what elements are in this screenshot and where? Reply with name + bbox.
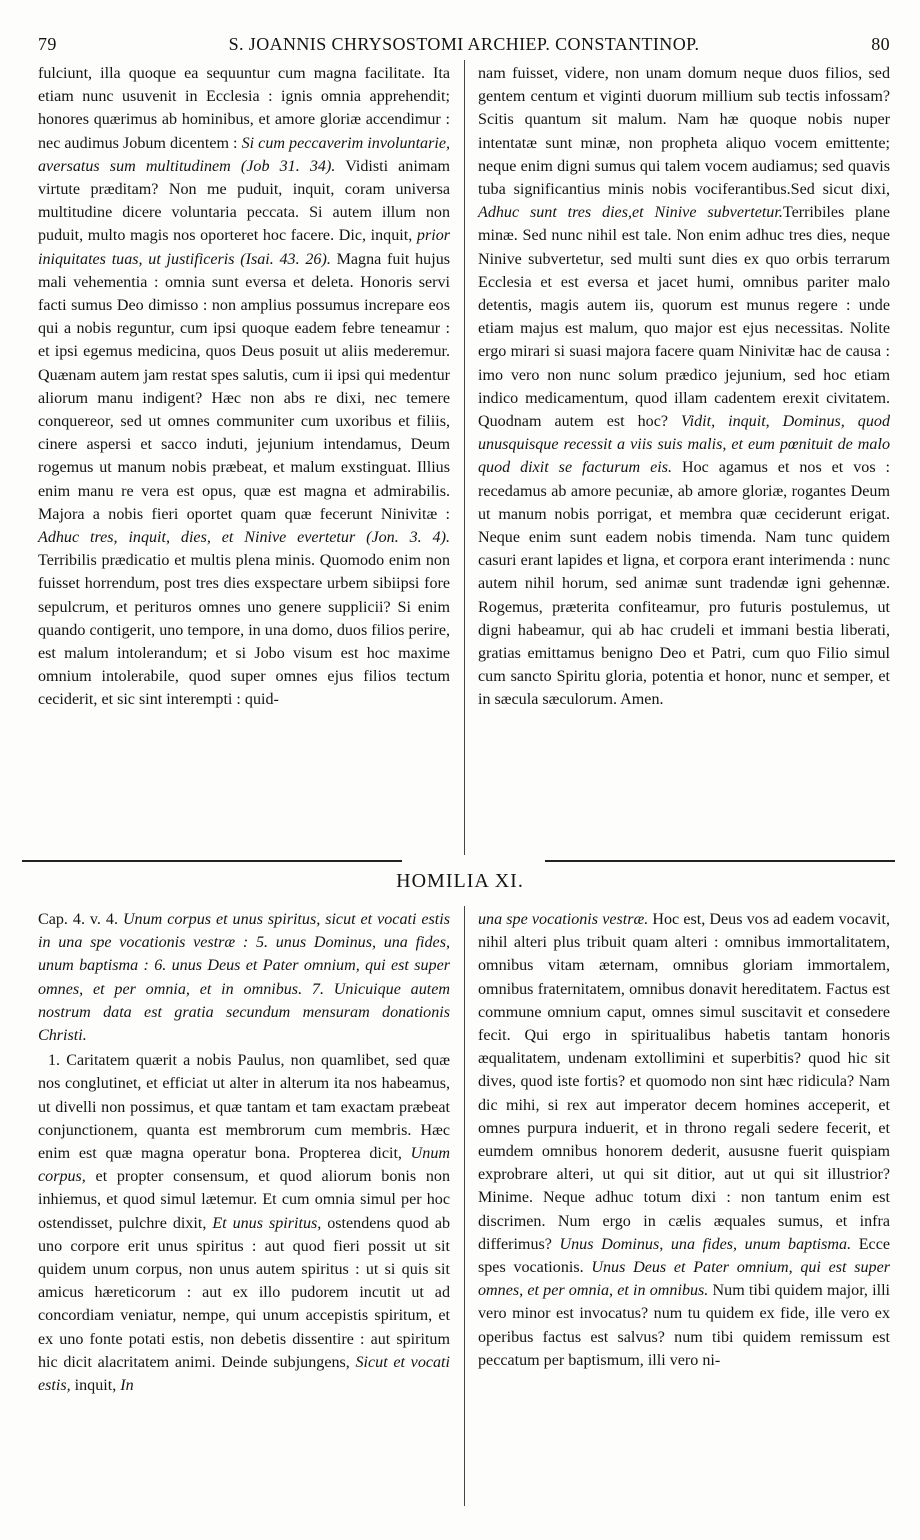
column-divider-bottom	[464, 906, 465, 1506]
paragraph	[478, 908, 890, 1372]
text-run: Terribilis prædicatio et multis plena minis. Quomodo enim non fuisset horrendum, post tres dies exspectare urbem sibiipsi fore sepulcrum, et perituros omnes uno genere supplicii? Si enim quando contigerit, uno tempore, in una domo, duos filios perire, est malum intolerandum; et si Jobo visum est hoc maxime omnium intolerabile, quod super omnes ejus filios tectum ceciderit, et sic sint interempti : quid-	[38, 552, 450, 709]
section-rule-left	[22, 860, 402, 862]
text-run: Terribiles plane minæ. Sed nunc nihil est tale. Non enim adhuc tres dies, neque Ninive subvertetur, sed multi sunt dies ex quo orbis terrarum Ecclesia et est eversa et jacet humi, omnibus pariter malo detentis, magis autem iis, quorum est munus regere : unde etiam majus est malum, quo major est ejus necessitas. Nolite ergo mirari si suasi majora facere quam Ninivitæ hac de causa : imo vero non nunc solum prædico jejunium, sed hoc etiam indico medicamentum, quod illam cadentem erexit civitatem. Quodnam autem est hoc?	[478, 204, 890, 431]
paragraph	[38, 62, 450, 712]
page-number-right: 80	[871, 34, 890, 54]
text-run: fulciunt, illa quoque ea sequuntur cum magna facilitate. Ita etiam nunc usuvenit in Ecclesia : ignis omnia apprehendit; honores quærimus ab hominibus, et amore gloriæ accendimur : nec audimus Jobum dicentem :	[38, 65, 450, 152]
quotation: Unus Deus et Pater omnium, qui est super omnes, et per omnia, et in omnibus.	[478, 1259, 890, 1300]
quotation: Adhuc tres, inquit, dies, et Ninive evertetur (Jon. 3. 4).	[38, 529, 450, 547]
quotation: Et unus spiritus,	[212, 1214, 322, 1232]
column-bottom-left	[38, 908, 450, 1397]
section-rule-right	[545, 860, 895, 862]
paragraph	[478, 62, 890, 712]
text-run: Hoc agamus et nos et vos : recedamus ab amore pecuniæ, ab amore gloriæ, rogantes Deum ut manum nobis porrigat, et membra quæ ceciderunt erigat. Neque enim sunt eadem nobis timenda. Nam tunc quidem casuri erant lapides et ligna, et corpora erant interimenda : nunc autem nihil horum, sed animæ sunt tradendæ igni gehennæ. Rogemus, præterita confiteamur, pro futuris postulemus, ut digni habeamur, qui ab hac crudeli et immani bestia liberati, gratias emittamus benigno Deo et Patri, cum quo Filio simul cum sancto Spiritu gloria, potentia et honor, nunc et semper, et in sæcula sæculorum. Amen.	[478, 459, 890, 709]
quotation: Vidit, inquit, Dominus, quod unusquisque recessit a viis suis malis, et eum pœnituit de malo quod dixit se facturum eis.	[478, 413, 890, 477]
quotation: prior iniquitates tuas, ut justificeris (Isai. 43. 26).	[38, 227, 450, 268]
text-run: Num tibi quidem major, illi vero minor est invocatus? num tu quidem ex fide, ille vero ex operibus factus est salvus? num tibi quidem remissum est peccatum per baptismum, illi vero ni-	[478, 1282, 891, 1369]
column-bottom-right	[478, 908, 890, 1372]
running-header	[38, 34, 890, 60]
quotation: Unus Dominus, una fides, unum baptisma.	[559, 1235, 852, 1253]
running-title: S. JOANNIS CHRYSOSTOMI ARCHIEP. CONSTANTINOP.	[228, 34, 700, 54]
column-divider-top	[464, 60, 465, 855]
text-run: inquit,	[70, 1377, 121, 1395]
quotation: Si cum peccaverim involuntarie, aversatus sum multitudinem (Job 31. 34).	[38, 134, 450, 175]
chapter-label: Cap. 4. v. 4.	[38, 911, 118, 928]
quotation: Unum corpus,	[38, 1145, 450, 1186]
text-run: 1. Caritatem quærit a nobis Paulus, non quamlibet, sed quæ nos conglutinet, et efficiat ut alter in alterum ita nos habeamus, ut divelli non possimus, et quæ tantam et tam exactam præbeat conjunctionem, quanta est membrorum cum membris. Hæc enim est quæ magna operatur bona. Propterea dicit,	[38, 1052, 450, 1163]
paragraph	[38, 1049, 450, 1397]
quotation: Sicut et vocati estis,	[38, 1353, 450, 1395]
text-run: nam fuisset, videre, non unam domum neque duos filios, sed gentem centum et viginti duorum millium sub tectis infossam? Scitis quantum sit malum. Nam hæ quoque nobis nuper intentatæ sunt minæ, non prophetа aliquo vocem emittente; neque enim digni sumus qui talem vocem audiamus; sed quavis tuba significantius minis nobis vociferantibus.Sed sicut dixi,	[478, 65, 890, 199]
chapter-verse-heading	[38, 908, 450, 1047]
text-run: Magna fuit hujus mali vehementia : omnia sunt eversa et deleta. Honoris servi facti sumus Deo dimisso : non amplius possumus increpare eos qui a nobis reguntur, cum ipsi quoque eadem febre teneamur : et ipsi egemus medicina, quos Deus posuit ut aliis mederemur. Quænam autem jam restat spes salutis, cum ii ipsi qui medentur aliorum manu indigent? Hæc non abs re dixi, nec temere conquereor, sed ut omnes communiter cum uxoribus et filiis, cinere aspersi et sacco induti, jejunium intendamus, Deum rogemus ut manum nobis præbeat, et malum exstinguat. Illius enim manu re vera est opus, quæ est magna et admirabilis. Majora a nobis fieri oportet quam quæ fecerunt Ninivitæ :	[38, 250, 451, 523]
quotation: In	[120, 1377, 134, 1395]
homily-title: HOMILIA XI.	[396, 870, 524, 892]
page-number-left: 79	[38, 34, 57, 54]
quotation: una spe vocationis vestræ.	[478, 911, 649, 928]
text-run: Vidisti animam virtute præditam? Non me puduit, inquit, coram universa multitudine dicere voluntaria peccata. Si autem illum non puduit, multo magis nos oporteret hoc facere. Dic, inquit,	[38, 157, 451, 245]
text-run: ostendens quod ab uno corpore erit unus spiritus : aut quod fieri possit ut sit quidem unum corpus, non unus autem spiritus : ut si quis sit amicus hæreticorum : aut ex illo pudorem incutit ut ad concordiam veniatur, nempe, qui unum accepistis spiritum, et ex uno fonte potati estis, non debetis dissentire : aut spiritum hic dicit alacritatem animi. Deinde subjungens,	[38, 1214, 451, 1371]
text-run: Ecce spes vocationis.	[478, 1235, 890, 1277]
column-top-left	[38, 62, 450, 712]
scripture-text: Unum corpus et unus spiritus, sicut et vocati estis in una spe vocationis vestræ : 5. unus Dominus, una fides, unum baptisma : 6. unus Deus et Pater omnium, qui est super omnes, et per omnia, et in omnibus. 7. Unicuique autem nostrum data est gratia secundum mensuram donationis Christi.	[38, 911, 450, 1045]
text-run: Hoc est, Deus vos ad eadem vocavit, nihil alteri plus tribuit quam alteri : omnibus immortalitatem, omnibus vitam æternam, omnibus gloriam immortalem, omnibus fraternitatem, omnibus donavit hereditatem. Factus est commune omnium caput, omnes simul suscitavit et consedere fecit. Qui ergo in spiritualibus habetis tantam honoris æqualitatem, undenam extollimini et superbitis? quod hic sit dives, quod iste fortis? et quomodo non sint hæc ridicula? Nam dic mihi, si rex aut imperator decem homines acceperit, et omnes purpura induerit, et in throno regali sedere fecerit, et eumdem omnibus honorem dederit, aususne fuerit quispiam exprobrare alteri, ut qui sit ditior, aut ut qui sit illustrior? Minime. Neque adhuc totum dixi : non tantum enim est discrimen. Num ergo in cælis æquales sumus, et infra differimus?	[478, 911, 890, 1253]
text-run: et propter consensum, et quod aliorum bonis non inhiemus, et quod simul lætemur. Et cum omnia simul per hoc ostendisset, pulchre dixit,	[38, 1168, 450, 1232]
column-top-right	[478, 62, 890, 712]
quotation: Adhuc sunt tres dies,et Ninive subvertetur.	[478, 204, 783, 222]
